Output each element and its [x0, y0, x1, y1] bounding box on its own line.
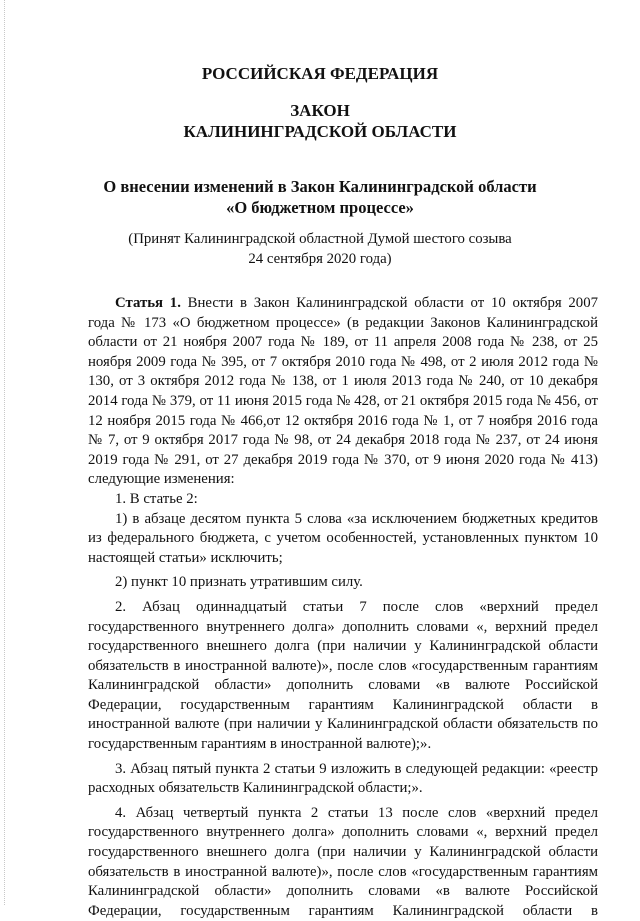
adoption-note-line-1: (Принят Калининградской областной Думой шестого созыва: [128, 231, 512, 247]
document-type-heading: ЗАКОН: [290, 101, 350, 120]
law-title-line-1: О внесении изменений в Закон Калининградской области: [103, 177, 537, 196]
law-body: [88, 294, 598, 921]
adoption-note-line-2: 24 сентября 2020 года): [248, 251, 392, 267]
law-title-line-2: «О бюджетном процессе»: [226, 198, 414, 217]
item-1-paragraph: 1. В статье 2:: [115, 490, 198, 507]
article-1-heading: Статья 1.: [115, 295, 181, 311]
article-1-intro-text: Внести в Закон Калининградской области от 10 октября 2007 года № 173 «О бюджетном процессе» (в редакции Законов Калининградской области от 21 ноября 2007 года № 189, от 11 апреля 2008 года № 238, от 25 ноября 2009 года № 395, от 7 октября 2010 года № 498, от 2 июля 2012 года № 130, от 3 октября 2012 года № 138, от 1 июля 2013 года № 240, от 10 декабря 2014 года № 379, от 11 июня 2015 года № 428, от 21 октября 2015 года № 456, от 12 ноября 2015 года № 466,от 12 октября 2016 года № 1, от 7 ноября 2016 года № 7, от 9 октября 2017 года № 98, от 24 декабря 2018 года № 237, от 24 июня 2019 года № 291, от 27 декабря 2019 года № 370, от 9 июня 2020 года № 413) следующие изменения:: [88, 295, 598, 488]
item-2-paragraph: 2. Абзац одиннадцатый статьи 7 после слов «верхний предел государственного внутреннего долга» дополнить словами «, верхний предел государственного внешнего долга (при наличии у Калининградской области обязательств в иностранной валюте)», после слов «государственным гарантиям Калининградской области» дополнить словами «в валюте Российской Федерации, государственным гарантиям Калининградской области в иностранной валюте (при наличии у Калининградской области обязательств по государственным гарантиям в иностранной валюте);».: [88, 598, 598, 753]
item-1-subitem-1-paragraph: 1) в абзаце десятом пункта 5 слова «за исключением бюджетных кредитов из федерального бюджета, с учетом особенностей, установленных пунктом 10 настоящей статьи» исключить;: [88, 510, 598, 566]
article-1-intro-paragraph: [88, 294, 598, 490]
region-heading: КАЛИНИНГРАДСКОЙ ОБЛАСТИ: [183, 122, 457, 141]
country-heading: РОССИЙСКАЯ ФЕДЕРАЦИЯ: [201, 64, 439, 83]
item-1-subitem-2-paragraph: 2) пункт 10 признать утратившим силу.: [115, 574, 363, 591]
item-4-paragraph: 4. Абзац четвертый пункта 2 статьи 13 после слов «верхний предел государственного внутреннего долга» дополнить словами «, верхний предел государственного внешнего долга (при наличии у Калининградской области обязательств в иностранной валюте)», после слов «государственным гарантиям Калининградской области» дополнить словами «в валюте Российской Федерации, государственным гарантиям Калининградской области в: [88, 804, 598, 919]
item-3-paragraph: 3. Абзац пятый пункта 2 статьи 9 изложить в следующей редакции: «реестр расходных обязательств Калининградской области;».: [88, 760, 598, 797]
